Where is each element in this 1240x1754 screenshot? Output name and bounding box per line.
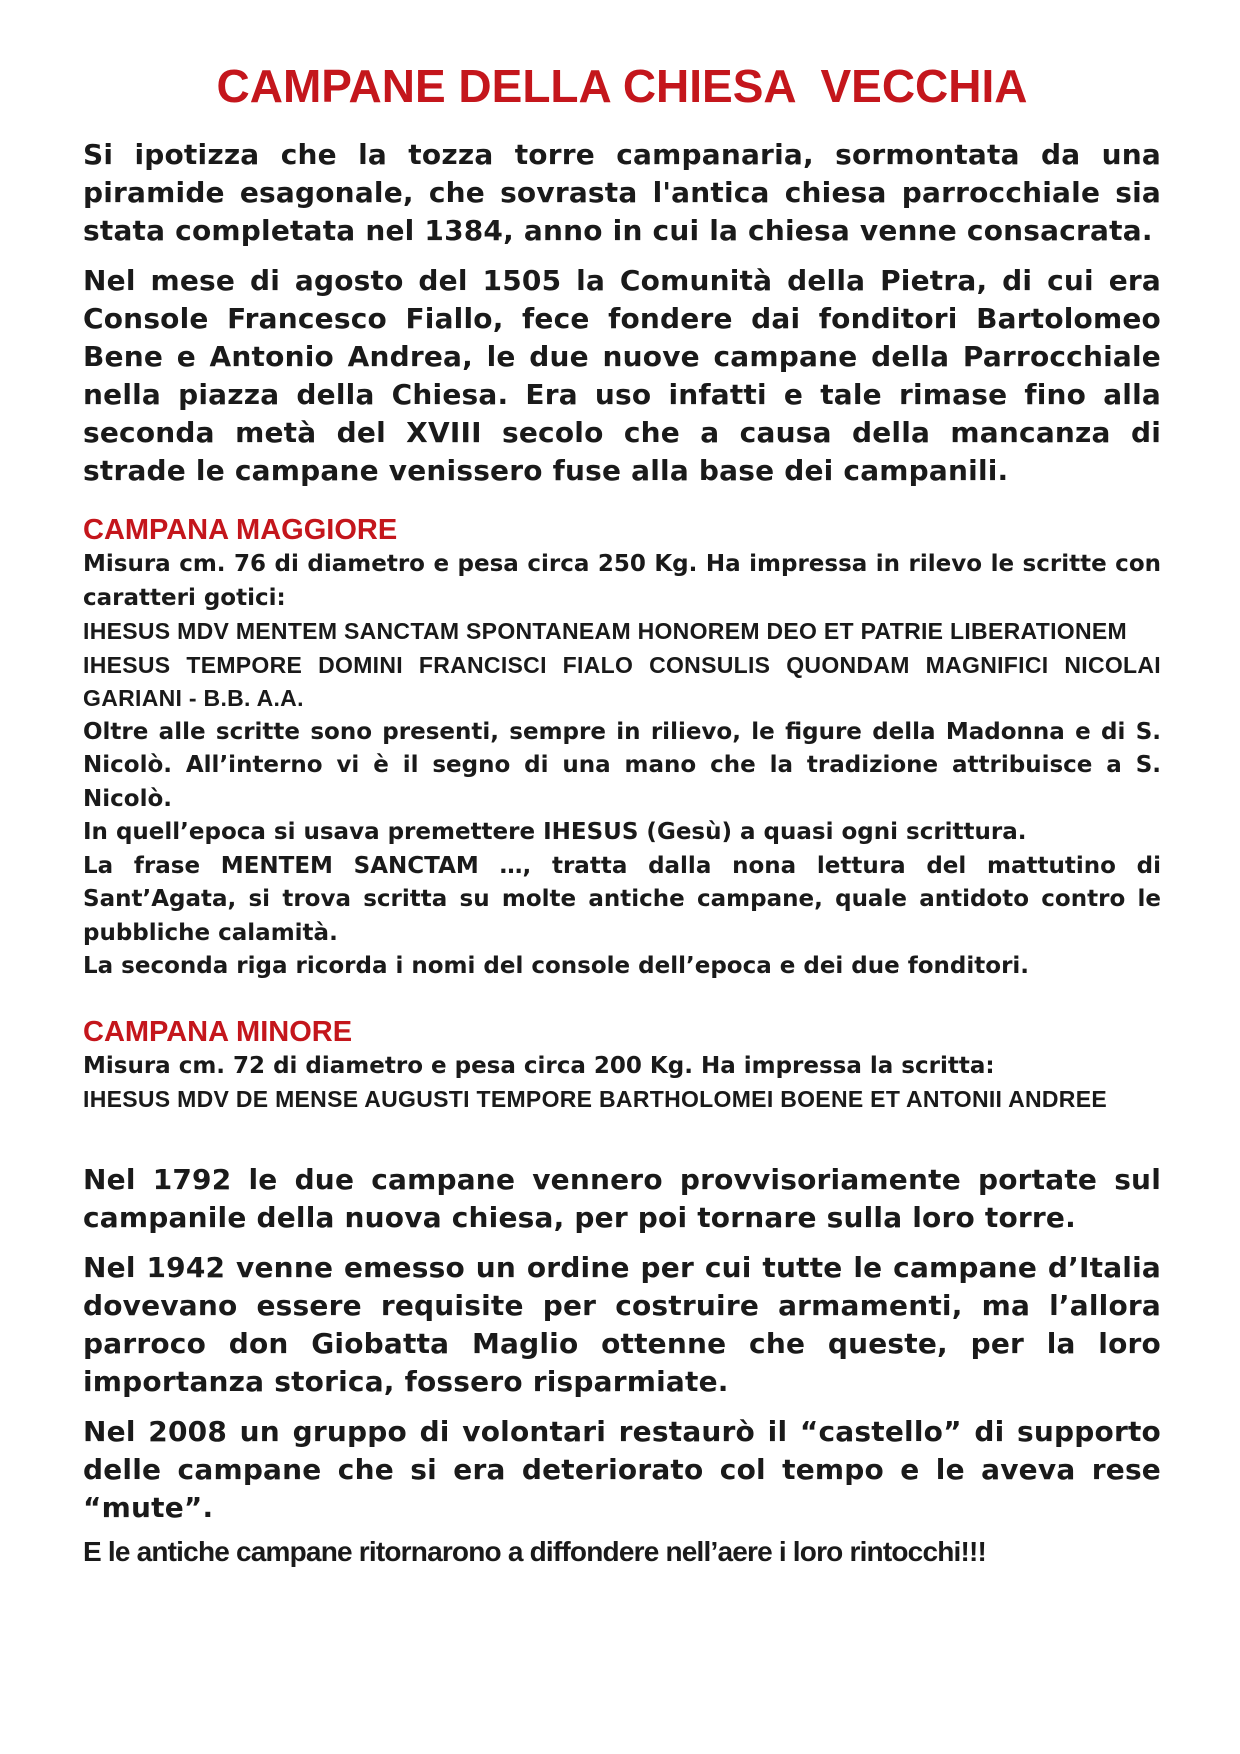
heading-campana-minore: CAMPANA MINORE <box>83 1015 353 1048</box>
heading-campana-maggiore: CAMPANA MAGGIORE <box>83 514 398 546</box>
campana-maggiore-note-ihesus: In quell’epoca si usava premettere IHESUS (Gesù) a quasi ogni scrittura. <box>83 819 1027 845</box>
campana-maggiore-note-figures: Oltre alle scritte sono presenti, sempre in rilievo, le figure della Madonna e di S. Nicolò. All’interno vi è il segno di una mano che la tradizione attribuisce a S. Nicolò. <box>83 718 1161 812</box>
campana-maggiore-note-mentem-sanctam: La frase MENTEM SANCTAM …, tratta dalla nona lettura del mattutino di Sant’Agata, si trova scritta su molte antiche campane, quale antidoto contro le pubbliche calamità. <box>83 852 1161 946</box>
history-paragraph-1792: Nel 1792 le due campane vennero provvisoriamente portate sul campanile della nuova chiesa, per poi tornare sulla loro torre. <box>83 1162 1161 1234</box>
closing-line: E le antiche campane ritornarono a diffondere nell’aere i loro rintocchi!!! <box>83 1535 987 1567</box>
campana-minore-inscription: IHESUS MDV DE MENSE AUGUSTI TEMPORE BARTHOLOMEI BOENE ET ANTONII ANDREE <box>83 1086 1108 1112</box>
page-title: CAMPANE DELLA CHIESA VECCHIA <box>216 60 1028 112</box>
campana-maggiore-inscription-1: IHESUS MDV MENTEM SANCTAM SPONTANEAM HONOREM DEO ET PATRIE LIBERATIONEM <box>83 618 1127 644</box>
document-page <box>83 58 1161 1571</box>
campana-minore-description: Misura cm. 72 di diametro e pesa circa 200 Kg. Ha impressa la scritta: <box>83 1052 995 1079</box>
intro-paragraph-casting: Nel mese di agosto del 1505 la Comunità della Pietra, di cui era Console Francesco Fiallo, fece fondere dai fonditori Bartolomeo Bene e Antonio Andrea, le due nuove campane della Parrocchiale nella piazza della Chiesa. Era uso infatti e tale rimase fino alla seconda metà del XVIII secolo che a causa della mancanza di strade le campane venissero fuse alla base dei campanili. <box>83 264 1161 487</box>
intro-paragraph-tower: Si ipotizza che la tozza torre campanaria, sormontata da una piramide esagonale, che sovrasta l'antica chiesa parrocchiale sia stata completata nel 1384, anno in cui la chiesa venne consacrata. <box>83 138 1161 247</box>
history-paragraph-2008: Nel 2008 un gruppo di volontari restaurò il “castello” di supporto delle campane che si era deteriorato col tempo e le aveva rese “mute”. <box>83 1414 1161 1524</box>
section-campana-minore <box>83 1014 1161 1117</box>
campana-maggiore-description: Misura cm. 76 di diametro e pesa circa 250 Kg. Ha impressa in rilevo le scritte con caratteri gotici: <box>83 551 1161 611</box>
campana-maggiore-note-second-line: La seconda riga ricorda i nomi del console dell’epoca e dei due fonditori. <box>83 953 1030 979</box>
campana-maggiore-inscription-2: IHESUS TEMPORE DOMINI FRANCISCI FIALO CONSULIS QUONDAM MAGNIFICI NICOLAI GARIANI - B.B. A.A. <box>83 651 1161 711</box>
history-paragraph-1942: Nel 1942 venne emesso un ordine per cui tutte le campane d’Italia dovevano essere requisite per costruire armamenti, ma l’allora parroco don Giobatta Maglio ottenne che queste, per la loro importanza storica, fossero risparmiate. <box>83 1250 1161 1398</box>
section-campana-maggiore <box>83 512 1161 984</box>
